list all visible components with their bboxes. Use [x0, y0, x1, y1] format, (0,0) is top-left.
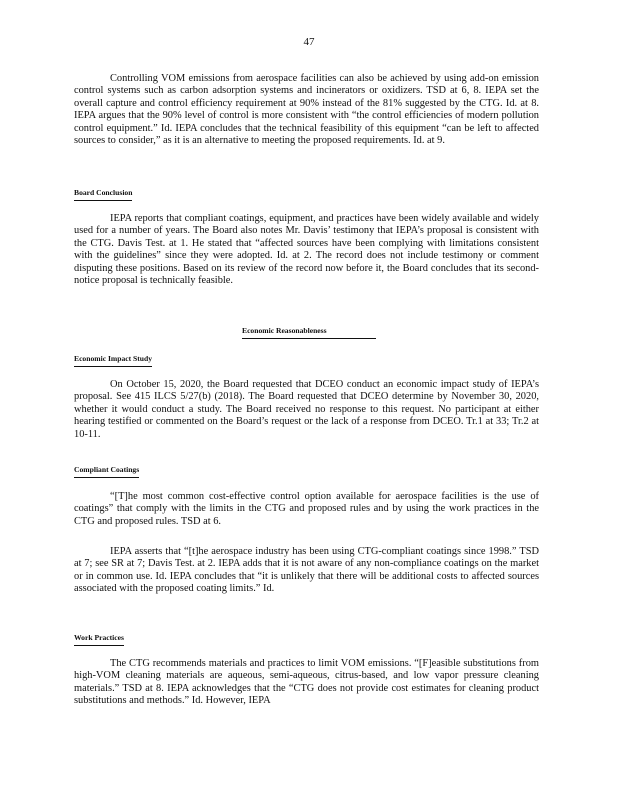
- heading-economic-impact-study: Economic Impact Study: [74, 353, 152, 367]
- paragraph-text: IEPA reports that compliant coatings, equipment, and practices have been widely available and widely used for a number of years. The Board also notes Mr. Davis’ testimony that IEPA’s proposal is consistent with the CTG. Davis Test. at 1. He stated that “affected sources have been complying with limitations consistent with the guidelines” since they were adopted. Id. at 2. The record does not include testimony or comment disputing these positions. Based on its review of the record now before it, the Board concludes that its second-notice proposal is technically feasible.: [74, 213, 539, 287]
- paragraph-iepa-coatings: [74, 546, 539, 596]
- paragraph-text: On October 15, 2020, the Board requested that DCEO conduct an economic impact study of IEPA’s proposal. See 415 ILCS 5/27(b) (2018). The Board requested that DCEO determine by November 30, 2020, whether it would conduct a study. The Board received no response to this request. No participant at either hearing testified or commented on the Board’s request or the lack of a response from DCEO. Tr.1 at 33; Tr.2 at 10-11.: [74, 379, 539, 440]
- paragraph-text: Controlling VOM emissions from aerospace facilities can also be achieved by using add-on emission control systems such as carbon adsorption systems and incinerators or oxidizers. TSD at 6, 8. IEPA set the overall capture and control efficiency requirement at 90% instead of the 81% suggested by the CTG. Id. at 8. IEPA argues that the 90% level of control is more consistent with “the control efficiencies of modern pollution control equipment.” Id. IEPA concludes that the technical feasibility of this equipment “can be left to affected sources to consider,” as it is an alternative to meeting the proposed requirements. Id. at 9.: [74, 73, 539, 147]
- heading-compliant-coatings: Compliant Coatings: [74, 464, 139, 478]
- paragraph-economic-impact-study: [74, 379, 539, 441]
- paragraph-add-on-controls: [74, 73, 539, 147]
- paragraph-text: IEPA asserts that “[t]he aerospace industry has been using CTG-compliant coatings since 1998.” TSD at 7; see SR at 7; Davis Test. at 2. IEPA adds that it is not aware of any non-compliance coatings on the market or in common use. Id. IEPA concludes that “it is unlikely that there will be additional costs to affected sources associated with the proposed coating limits.” Id.: [74, 546, 539, 595]
- paragraph-technical-feasibility: [74, 213, 539, 287]
- paragraph-work-practices: [74, 658, 539, 708]
- heading-economic-reasonableness: [242, 325, 376, 339]
- heading-work-practices: Work Practices: [74, 632, 124, 646]
- paragraph-text: “[T]he most common cost-effective control option available for aerospace facilities is the use of coatings” that comply with the limits in the CTG and proposed rules and by using the work practices in the CTG and proposed rules. TSD at 6.: [74, 491, 539, 527]
- page-number: 47: [303, 36, 315, 48]
- paragraph-compliant-coatings: [74, 491, 539, 528]
- paragraph-text: The CTG recommends materials and practices to limit VOM emissions. “[F]easible substitutions from high-VOM cleaning materials are aqueous, semi-aqueous, citrus-based, and low vapor pressure cleaning materials.” TSD at 8. IEPA acknowledges that the “CTG does not provide cost estimates for cleaning product substitutions and methods.” Id. However, IEPA: [74, 658, 539, 707]
- heading-board-conclusion: Board Conclusion: [74, 187, 132, 201]
- heading-text: Economic Reasonableness: [242, 326, 327, 335]
